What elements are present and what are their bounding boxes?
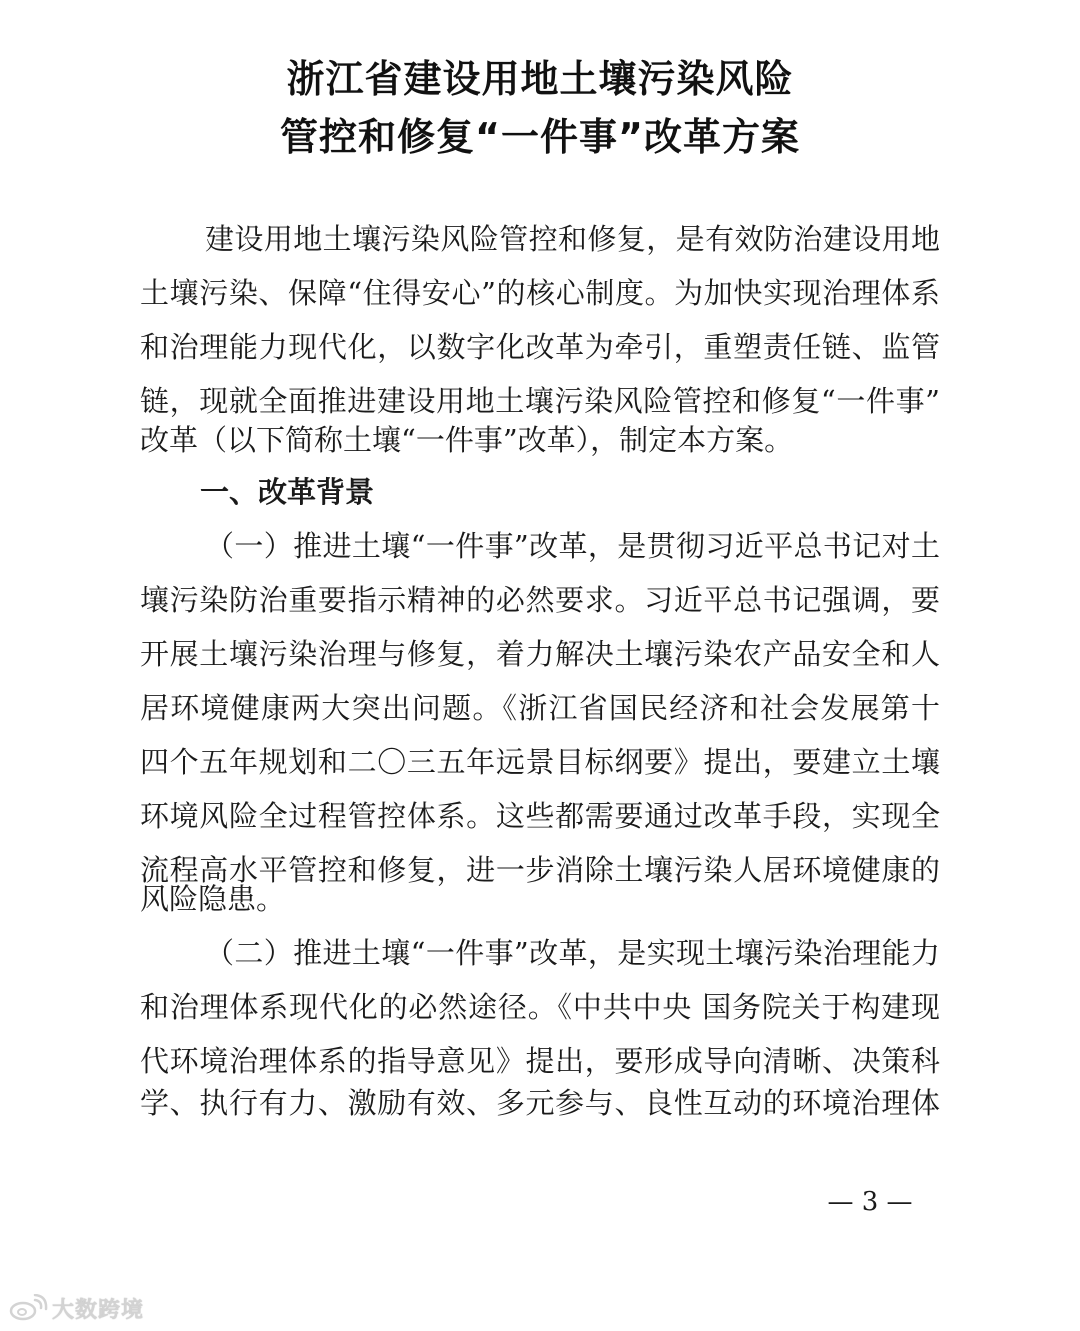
watermark-text: 大数跨境: [52, 1297, 145, 1323]
weibo-logo-icon: [8, 1294, 48, 1322]
intro-line-3: 和治理能力现代化，以数字化改革为牵引，重塑责任链、监管: [140, 330, 940, 364]
intro-line-1: 建设用地土壤污染风险管控和修复，是有效防治建设用地: [205, 222, 940, 256]
intro-line-2: 土壤污染、保障“住得安心”的核心制度。为加快实现治理体系: [140, 276, 940, 310]
para1-line-8: 风险隐患。: [140, 882, 286, 916]
para1-line-1: （一）推进土壤“一件事”改革，是贯彻习近平总书记对土: [205, 529, 940, 563]
intro-line-4: 链，现就全面推进建设用地土壤污染风险管控和修复“一件事”: [140, 384, 940, 418]
para1-line-7: 流程高水平管控和修复，进一步消除土壤污染人居环境健康的: [140, 853, 940, 887]
document-title-line-1: 浙江省建设用地土壤污染风险: [286, 57, 794, 101]
watermark: [8, 1292, 144, 1324]
para1-line-2: 壤污染防治重要指示精神的必然要求。习近平总书记强调，要: [140, 583, 940, 617]
para1-line-3: 开展土壤污染治理与修复，着力解决土壤污染农产品安全和人: [140, 637, 940, 671]
para2-line-2: 和治理体系现代化的必然途径。《中共中央 国务院关于构建现: [140, 990, 940, 1024]
page-number: — 3 —: [827, 1187, 913, 1217]
document-title-line-2: 管控和修复“一件事”改革方案: [280, 115, 800, 159]
para1-line-5: 四个五年规划和二〇三五年远景目标纲要》提出，要建立土壤: [140, 745, 940, 779]
para2-line-1: （二）推进土壤“一件事”改革，是实现土壤污染治理能力: [205, 936, 940, 970]
para1-line-6: 环境风险全过程管控体系。这些都需要通过改革手段，实现全: [140, 799, 940, 833]
intro-line-5: 改革（以下简称土壤“一件事”改革），制定本方案。: [140, 423, 794, 457]
section-heading-reform-background: 一、改革背景: [200, 475, 375, 509]
para2-line-4: 学、执行有力、激励有效、多元参与、良性互动的环境治理体: [140, 1086, 940, 1120]
para1-line-4: 居环境健康两大突出问题。《浙江省国民经济和社会发展第十: [140, 691, 940, 725]
para2-line-3: 代环境治理体系的指导意见》提出，要形成导向清晰、决策科: [140, 1044, 940, 1078]
